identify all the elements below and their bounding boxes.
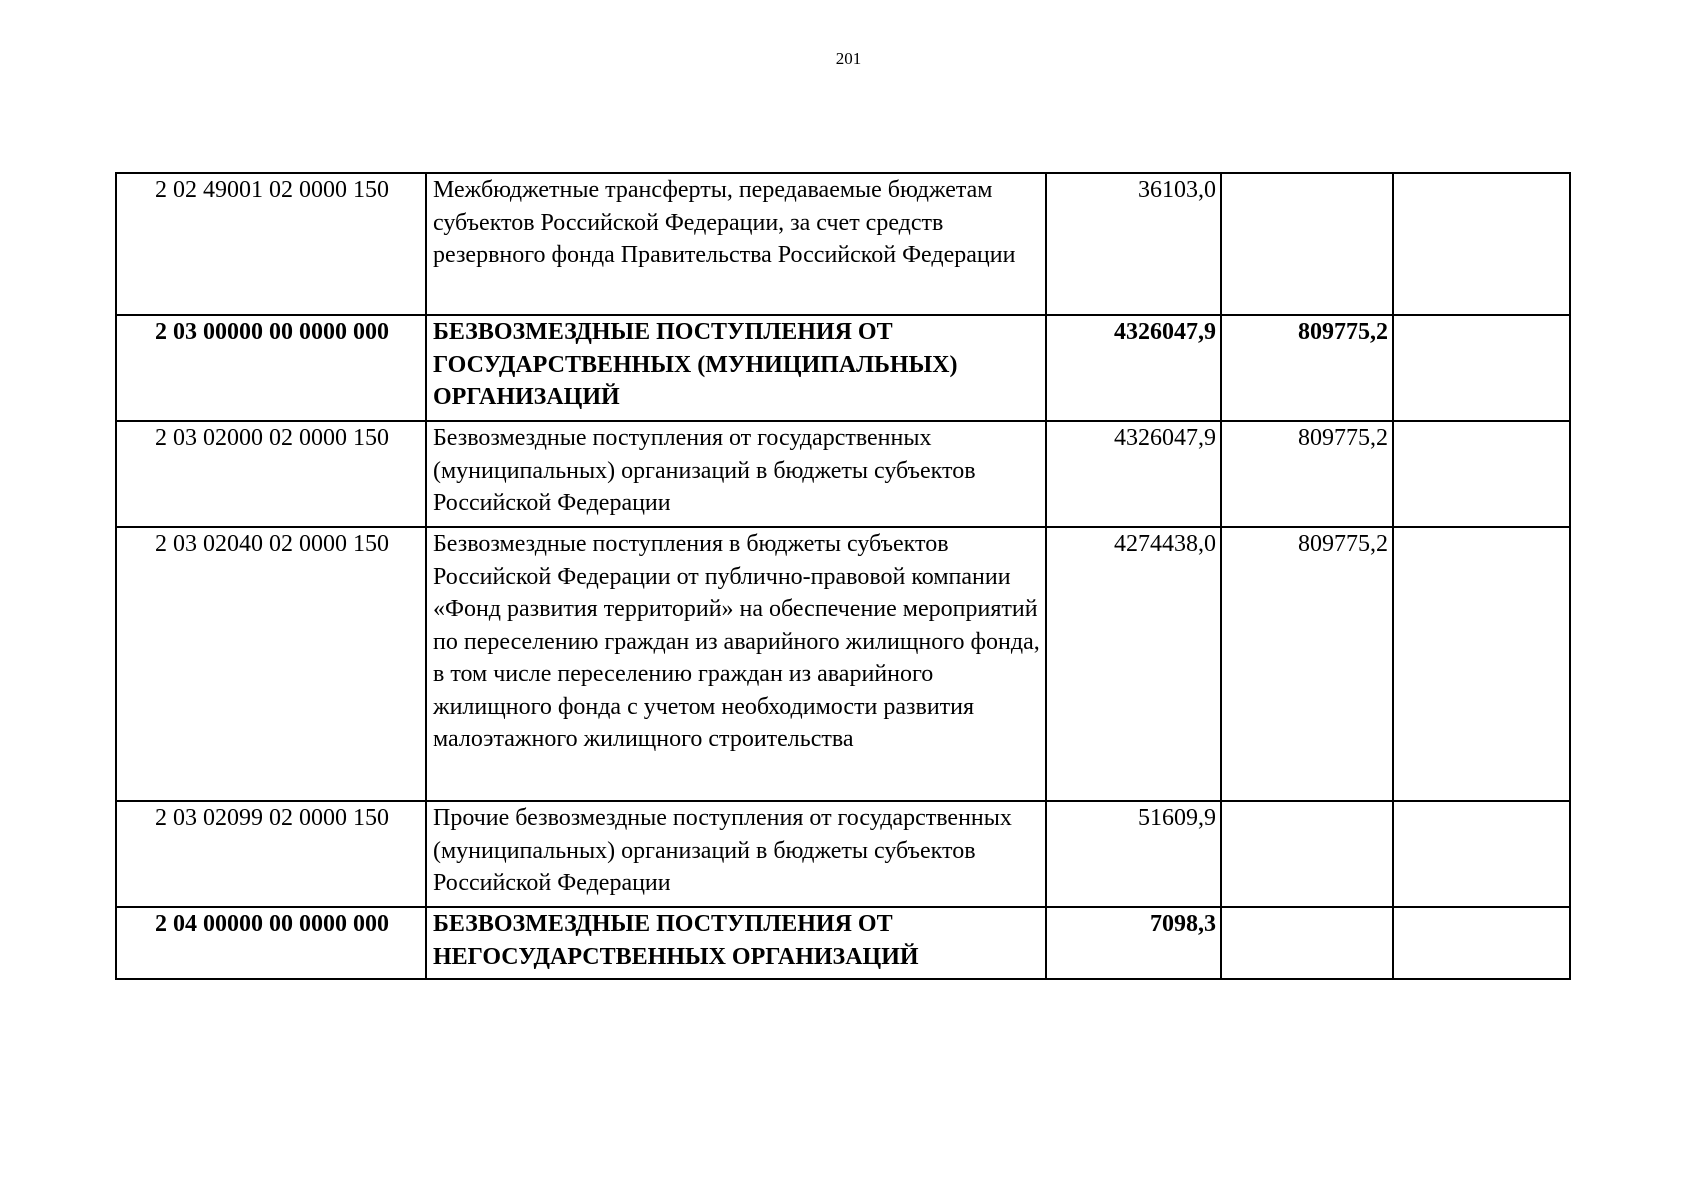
amount-column-1: 51609,9 — [1046, 801, 1221, 907]
amount-column-2: 809775,2 — [1221, 421, 1393, 527]
revenue-table — [115, 172, 1571, 980]
amount-column-3 — [1393, 421, 1570, 527]
table-row-section-total — [116, 907, 1570, 979]
amount-column-2 — [1221, 173, 1393, 315]
item-description: Безвозмездные поступления от государственных (муниципальных) организаций в бюджеты субъектов Российской Федерации — [426, 421, 1046, 527]
amount-column-2: 809775,2 — [1221, 527, 1393, 801]
amount-column-3 — [1393, 173, 1570, 315]
amount-column-3 — [1393, 315, 1570, 421]
budget-code: 2 03 02000 02 0000 150 — [116, 421, 426, 527]
amount-column-3 — [1393, 527, 1570, 801]
budget-code: 2 03 02040 02 0000 150 — [116, 527, 426, 801]
budget-code: 2 04 00000 00 0000 000 — [116, 907, 426, 979]
budget-code: 2 03 02099 02 0000 150 — [116, 801, 426, 907]
amount-column-1: 36103,0 — [1046, 173, 1221, 315]
page-number: 201 — [835, 49, 862, 68]
amount-column-3 — [1393, 907, 1570, 979]
item-description: БЕЗВОЗМЕЗДНЫЕ ПОСТУПЛЕНИЯ ОТ ГОСУДАРСТВЕННЫХ (МУНИЦИПАЛЬНЫХ) ОРГАНИЗАЦИЙ — [426, 315, 1046, 421]
amount-column-1: 4274438,0 — [1046, 527, 1221, 801]
table-row — [116, 173, 1570, 315]
amount-column-1: 7098,3 — [1046, 907, 1221, 979]
amount-column-3 — [1393, 801, 1570, 907]
item-description: Безвозмездные поступления в бюджеты субъектов Российской Федерации от публично-правовой компании «Фонд развития территорий» на обеспечение мероприятий по переселению граждан из аварийного жилищного фонда, в том числе переселению граждан из аварийного жилищного фонда с учетом необходимости развития малоэтажного жилищного строительства — [426, 527, 1046, 801]
amount-column-1: 4326047,9 — [1046, 421, 1221, 527]
amount-column-2 — [1221, 907, 1393, 979]
budget-code: 2 02 49001 02 0000 150 — [116, 173, 426, 315]
item-description: БЕЗВОЗМЕЗДНЫЕ ПОСТУПЛЕНИЯ ОТ НЕГОСУДАРСТВЕННЫХ ОРГАНИЗАЦИЙ — [426, 907, 1046, 979]
amount-column-2: 809775,2 — [1221, 315, 1393, 421]
table-row — [116, 527, 1570, 801]
table-row — [116, 801, 1570, 907]
item-description: Межбюджетные трансферты, передаваемые бюджетам субъектов Российской Федерации, за счет средств резервного фонда Правительства Российской Федерации — [426, 173, 1046, 315]
table-row — [116, 421, 1570, 527]
amount-column-2 — [1221, 801, 1393, 907]
item-description: Прочие безвозмездные поступления от государственных (муниципальных) организаций в бюджеты субъектов Российской Федерации — [426, 801, 1046, 907]
amount-column-1: 4326047,9 — [1046, 315, 1221, 421]
table-row-section-total — [116, 315, 1570, 421]
budget-code: 2 03 00000 00 0000 000 — [116, 315, 426, 421]
